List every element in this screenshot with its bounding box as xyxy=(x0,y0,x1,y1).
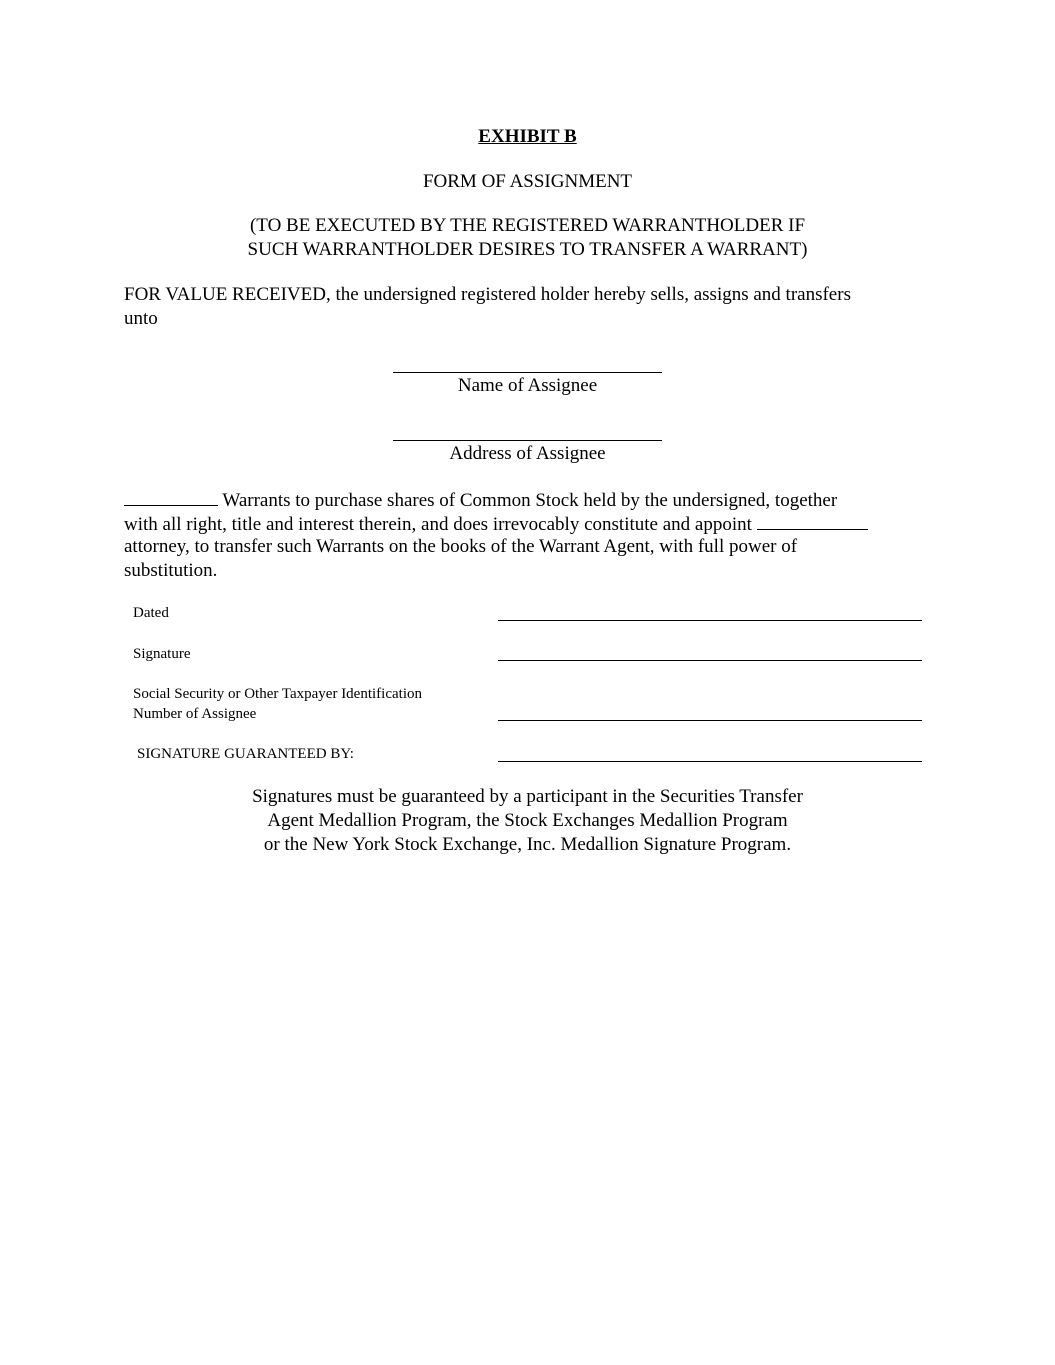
ssn-label-line-2: Number of Assignee xyxy=(133,706,257,722)
assignee-name-line[interactable] xyxy=(393,372,662,373)
guaranteed-by-label: SIGNATURE GUARANTEED BY: xyxy=(137,746,354,762)
guaranteed-by-line[interactable] xyxy=(498,761,922,762)
dated-label: Dated xyxy=(133,605,169,621)
dated-line[interactable] xyxy=(498,620,922,621)
signature-line[interactable] xyxy=(498,660,922,661)
instruction-line-2: SUCH WARRANTHOLDER DESIRES TO TRANSFER A WARRANT) xyxy=(247,239,808,260)
ssn-label-line-1: Social Security or Other Taxpayer Identification xyxy=(133,686,422,702)
form-title: FORM OF ASSIGNMENT xyxy=(422,171,633,192)
intro-line-1: FOR VALUE RECEIVED, the undersigned registered holder hereby sells, assigns and transfers xyxy=(124,284,851,305)
instruction-line-1: (TO BE EXECUTED BY THE REGISTERED WARRANTHOLDER IF xyxy=(249,215,806,236)
ssn-line[interactable] xyxy=(498,720,922,721)
signature-label: Signature xyxy=(133,646,191,662)
assignee-address-line[interactable] xyxy=(393,440,662,441)
warrants-line-4: substitution. xyxy=(124,560,218,581)
footer-line-2: Agent Medallion Program, the Stock Exchanges Medallion Program xyxy=(267,810,788,831)
assignee-address-label: Address of Assignee xyxy=(449,443,606,464)
warrants-line-2-text: with all right, title and interest therein, and does irrevocably constitute and appoint xyxy=(124,514,757,535)
footer-line-1: Signatures must be guaranteed by a participant in the Securities Transfer xyxy=(252,786,803,807)
footer-line-3: or the New York Stock Exchange, Inc. Medallion Signature Program. xyxy=(263,834,792,855)
intro-line-2: unto xyxy=(124,308,158,329)
warrants-line-1-text: Warrants to purchase shares of Common Stock held by the undersigned, together xyxy=(218,490,838,511)
warrants-line-3: attorney, to transfer such Warrants on the books of the Warrant Agent, with full power of xyxy=(124,536,798,557)
warrants-line-2 xyxy=(124,511,868,537)
exhibit-title: EXHIBIT B xyxy=(478,126,577,147)
warrants-line-1 xyxy=(124,487,837,513)
assignee-name-label: Name of Assignee xyxy=(457,375,598,396)
attorney-blank[interactable] xyxy=(757,511,868,530)
warrant-count-blank[interactable] xyxy=(124,487,218,506)
